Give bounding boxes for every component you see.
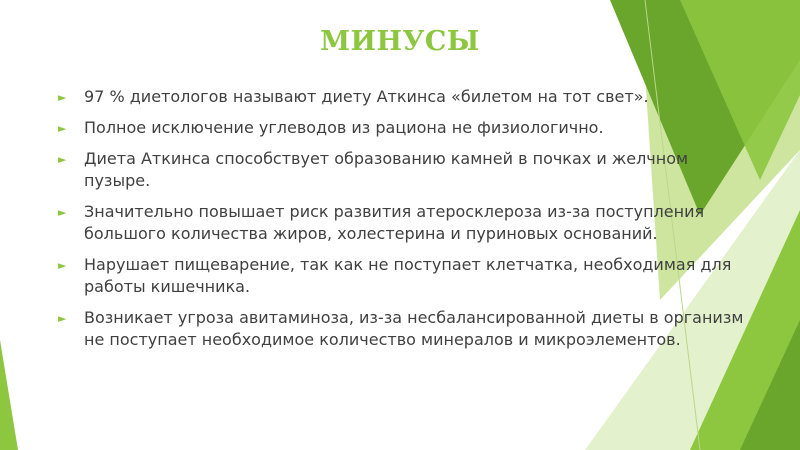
bullet-item [58, 148, 758, 192]
bullet-item [58, 307, 758, 351]
arrow-marker-icon: ► [58, 122, 67, 135]
bullet-text: Возникает угроза авитаминоза, из-за несбалансированной диеты в организм не поступает необходимое количество минералов и микроэлементов. [84, 308, 744, 349]
bullet-item [58, 254, 758, 298]
bullet-item [58, 86, 758, 108]
arrow-marker-icon: ► [58, 153, 67, 166]
bullet-item [58, 117, 758, 139]
slide-title: МИНУСЫ [320, 26, 480, 57]
bullet-text: Полное исключение углеводов из рациона не физиологично. [84, 118, 604, 137]
arrow-marker-icon: ► [58, 91, 67, 104]
arrow-marker-icon: ► [58, 206, 67, 219]
bullet-list [58, 86, 758, 360]
bullet-text: Нарушает пищеварение, так как не поступает клетчатка, необходимая для работы кишечника. [84, 255, 732, 296]
arrow-marker-icon: ► [58, 259, 67, 272]
left-edge-stripe [0, 340, 18, 450]
bullet-text: Диета Аткинса способствует образованию камней в почках и желчном пузыре. [84, 149, 689, 190]
arrow-marker-icon: ► [58, 312, 67, 325]
bullet-item [58, 201, 758, 245]
bullet-text: Значительно повышает риск развития атеросклероза из-за поступления большого количества жиров, холестерина и пуриновых оснований. [84, 202, 705, 243]
bullet-text: 97 % диетологов называют диету Аткинса «билетом на тот свет». [84, 87, 649, 106]
